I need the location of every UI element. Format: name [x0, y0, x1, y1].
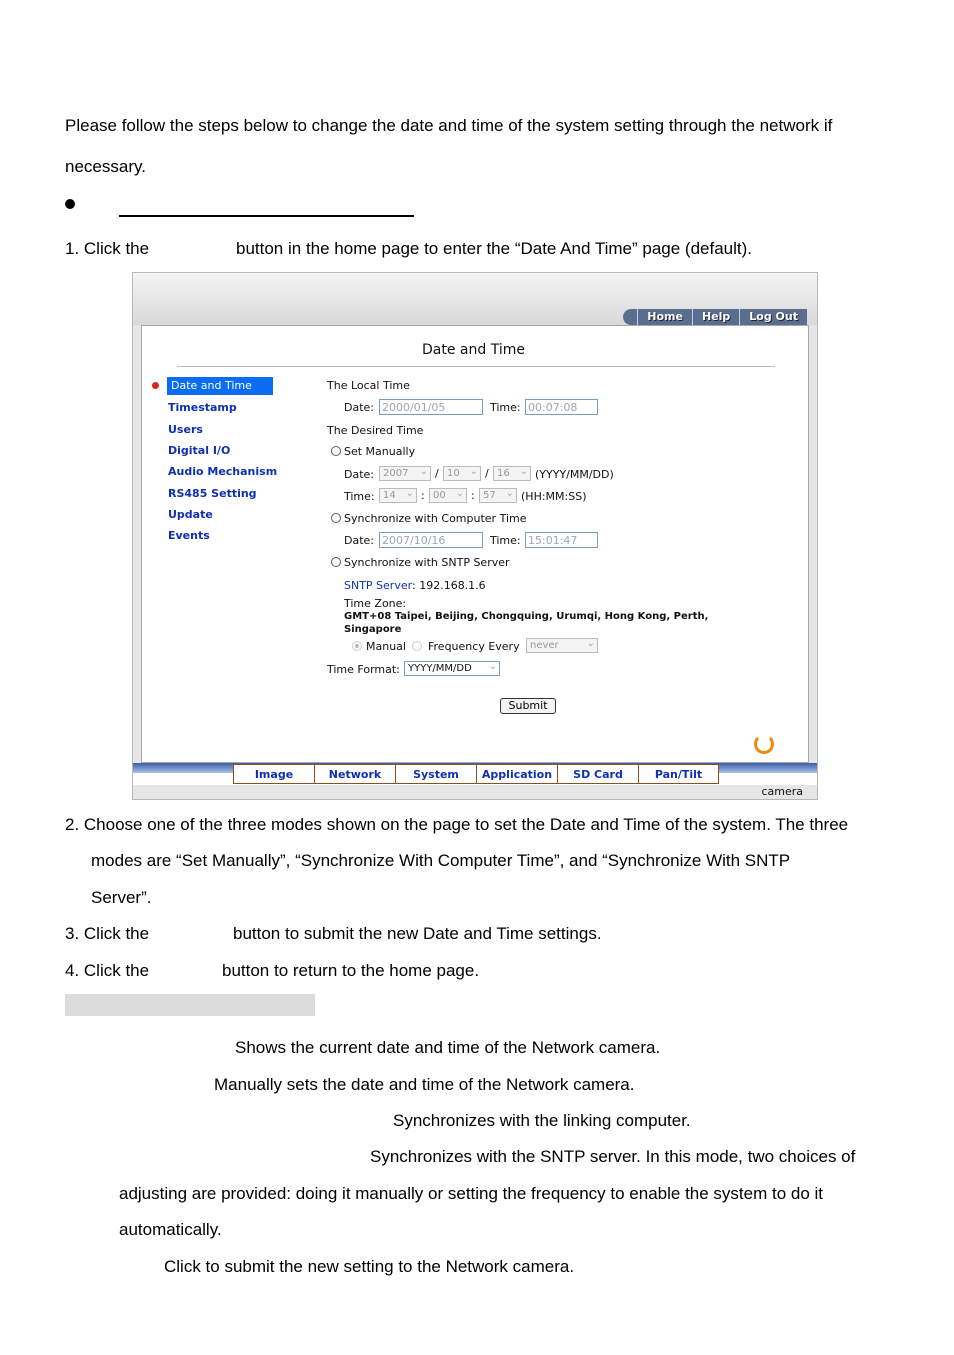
desc-local-time: Shows the current date and time of the Network camera.: [235, 1038, 661, 1057]
set-manually-label: Set Manually: [344, 445, 416, 458]
sync-computer-label: Synchronize with Computer Time: [344, 512, 527, 525]
manual-time-label: Time:: [344, 490, 375, 503]
step2-line-1: 2. Choose one of the three modes shown on the page to set the Date and Time of the system. The three: [65, 815, 849, 834]
time-format-hint: (HH:MM:SS): [521, 490, 587, 503]
nav-item-audio-mechanism[interactable]: Audio Mechanism: [168, 465, 278, 478]
desc-submit: Click to submit the new setting to the Network camera.: [164, 1257, 575, 1276]
frequency-radio[interactable]: [412, 641, 422, 651]
manual-radio[interactable]: [352, 641, 362, 651]
time-format-label: Time Format:: [327, 663, 400, 676]
bottom-tabs: [233, 764, 719, 784]
month-select[interactable]: 10 ⌄: [443, 466, 481, 481]
step3-text: button to submit the new Date and Time settings.: [233, 924, 602, 943]
step1-text: button in the home page to enter the “Date And Time” page (default).: [236, 239, 752, 258]
date-sep-1: /: [435, 467, 439, 480]
date-format-hint: (YYYY/MM/DD): [535, 468, 614, 481]
hour-select[interactable]: 14 ⌄: [379, 488, 417, 503]
frequency-select[interactable]: never ⌄: [526, 638, 598, 653]
desired-time-heading: The Desired Time: [327, 424, 424, 437]
heading-underline: [119, 215, 414, 217]
computer-date-field: 2007/10/16: [379, 532, 483, 548]
local-date-label: Date:: [344, 401, 374, 414]
step3-prefix: 3. Click the: [65, 924, 150, 943]
logout-button[interactable]: Log Out: [739, 309, 807, 325]
local-time-heading: The Local Time: [327, 379, 410, 392]
step4-prefix: 4. Click the: [65, 961, 150, 980]
nav-item-events[interactable]: Events: [168, 529, 210, 542]
intro-line-2: necessary.: [65, 157, 146, 176]
help-button[interactable]: Help: [692, 309, 739, 325]
time-zone-value-2: Singapore: [344, 624, 402, 635]
sync-sntp-radio[interactable]: [331, 557, 341, 567]
manual-label: Manual: [366, 640, 406, 653]
selected-dot-icon: [152, 382, 159, 389]
nav-item-timestamp[interactable]: Timestamp: [168, 401, 237, 414]
intro-line-1: Please follow the steps below to change the date and time of the system setting through the network if: [65, 116, 833, 135]
sync-computer-radio[interactable]: [331, 513, 341, 523]
sntp-server-label: SNTP Server: [344, 579, 413, 592]
time-sep-2: :: [471, 489, 475, 502]
nav-item-digital-io[interactable]: Digital I/O: [168, 444, 231, 457]
minute-select[interactable]: 00 ⌄: [429, 488, 467, 503]
section-heading-highlight: [65, 994, 315, 1016]
second-select[interactable]: 57 ⌄: [479, 488, 517, 503]
title-divider: [177, 366, 775, 367]
sntp-server-value: : 192.168.1.6: [412, 579, 486, 592]
panel-title: Date and Time: [422, 342, 525, 358]
local-date-field: 2000/01/05: [379, 399, 483, 415]
bullet-icon: [65, 199, 75, 209]
local-time-label: Time:: [490, 401, 521, 414]
nav-item-date-and-time[interactable]: Date and Time: [167, 377, 273, 395]
local-time-field: 00:07:08: [525, 399, 598, 415]
step2-line-3: Server”.: [91, 888, 152, 907]
time-zone-label: Time Zone:: [344, 597, 407, 610]
top-buttons: [623, 309, 807, 325]
computer-time-field: 15:01:47: [525, 532, 598, 548]
nav-item-update[interactable]: Update: [168, 508, 213, 521]
frequency-label: Frequency Every: [428, 640, 520, 653]
sync-sntp-label: Synchronize with SNTP Server: [344, 556, 510, 569]
day-select[interactable]: 16 ⌄: [493, 466, 531, 481]
step4-text: button to return to the home page.: [222, 961, 480, 980]
computer-time-label: Time:: [490, 534, 521, 547]
date-time-screenshot: [132, 272, 818, 800]
brand-label: camera: [761, 785, 803, 798]
year-select[interactable]: 2007 ⌄: [379, 466, 431, 481]
time-sep-1: :: [421, 489, 425, 502]
time-format-select[interactable]: YYYY/MM/DD ⌄: [404, 661, 500, 676]
tab-image[interactable]: Image: [233, 764, 314, 784]
tab-pan-tilt[interactable]: Pan/Tilt: [638, 764, 719, 784]
home-button[interactable]: Home: [637, 309, 692, 325]
tab-application[interactable]: Application: [476, 764, 557, 784]
refresh-icon[interactable]: [754, 734, 774, 754]
manual-date-label: Date:: [344, 468, 374, 481]
time-zone-value-1: GMT+08 Taipei, Beijing, Chongquing, Urumqi, Hong Kong, Perth,: [344, 611, 709, 622]
tab-sd-card[interactable]: SD Card: [557, 764, 638, 784]
desc-sync-sntp-line-3: automatically.: [119, 1220, 222, 1239]
date-sep-2: /: [485, 467, 489, 480]
tab-system[interactable]: System: [395, 764, 476, 784]
desc-sync-sntp-line-1: Synchronizes with the SNTP server. In this mode, two choices of: [370, 1147, 856, 1166]
set-manually-radio[interactable]: [331, 446, 341, 456]
nav-item-rs485-setting[interactable]: RS485 Setting: [168, 487, 257, 500]
nav-item-users[interactable]: Users: [168, 423, 203, 436]
desc-sync-sntp-line-2: adjusting are provided: doing it manually or setting the frequency to enable the system to do it: [119, 1184, 824, 1203]
submit-button[interactable]: Submit: [500, 698, 556, 714]
step1-prefix: 1. Click the: [65, 239, 150, 258]
desc-set-manually: Manually sets the date and time of the Network camera.: [214, 1075, 635, 1094]
computer-date-label: Date:: [344, 534, 374, 547]
desc-sync-computer: Synchronizes with the linking computer.: [393, 1111, 691, 1130]
tab-network[interactable]: Network: [314, 764, 395, 784]
settings-panel: [141, 325, 809, 763]
step2-line-2: modes are “Set Manually”, “Synchronize With Computer Time”, and “Synchronize With SNTP: [91, 851, 791, 870]
